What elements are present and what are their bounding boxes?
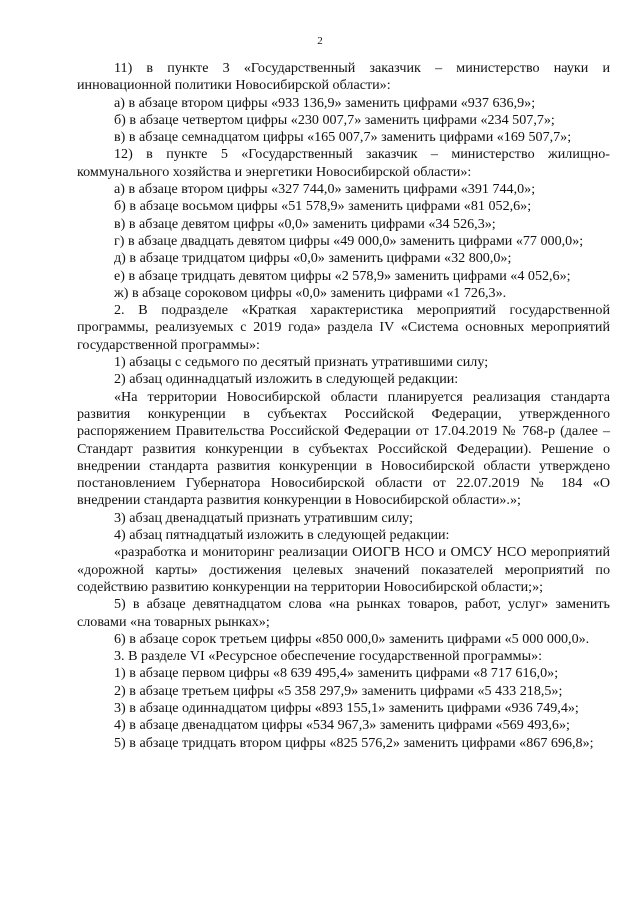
paragraph-quoted-text-1: «На территории Новосибирской области планируется реализация стандарта развития конкуренции в субъектах Российской Федерации, утвержденного распоряжением Правительства Российской Федерации от 17.04.2019 № 768-р (далее – Стандарт развития конкуренции в субъектах Российской Федерации). Решение о внедрении стандарта развития конкуренции в Новосибирской области утверждено постановлением Губернатора Новосибирской области от 22.07.2019 № 184 «О внедрении стандарта развития конкуренции в Новосибирской области».»; bbox=[77, 388, 610, 509]
paragraph-section-3-item-1: 1) в абзаце первом цифры «8 639 495,4» заменить цифрами «8 717 616,0»; bbox=[114, 665, 559, 682]
paragraph-section-2-item-2: 2) абзац одиннадцатый изложить в следующей редакции: bbox=[114, 371, 459, 388]
paragraph-item-12b: б) в абзаце восьмом цифры «51 578,9» заменить цифрами «81 052,6»; bbox=[114, 198, 532, 215]
paragraph-item-12g: г) в абзаце двадцать девятом цифры «49 000,0» заменить цифрами «77 000,0»; bbox=[114, 232, 584, 249]
paragraph-quoted-text-2: «разработка и мониторинг реализации ОИОГВ НСО и ОМСУ НСО мероприятий «дорожной карты» достижения целевых значений показателей мероприятий по содействию развитию конкуренции на территории Новосибирской области;»; bbox=[77, 544, 610, 595]
paragraph-section-2-item-3: 3) абзац двенадцатый признать утратившим силу; bbox=[114, 509, 414, 526]
paragraph-section-2-item-5: 5) в абзаце девятнадцатом слова «на рынках товаров, работ, услуг» заменить словами «на товарных рынках»; bbox=[77, 596, 610, 630]
paragraph-section-3-item-5: 5) в абзаце тридцать втором цифры «825 576,2» заменить цифрами «867 696,8»; bbox=[114, 734, 594, 751]
paragraph-item-11a: а) в абзаце втором цифры «933 136,9» заменить цифрами «937 636,9»; bbox=[114, 94, 536, 111]
paragraph-item-11v: в) в абзаце семнадцатом цифры «165 007,7» заменить цифрами «169 507,7»; bbox=[114, 129, 572, 146]
paragraph-item-12e: е) в абзаце тридцать девятом цифры «2 578,9» заменить цифрами «4 052,6»; bbox=[114, 267, 571, 284]
paragraph-section-2-item-4: 4) абзац пятнадцатый изложить в следующей редакции: bbox=[114, 527, 450, 544]
paragraph-item-12zh: ж) в абзаце сороковом цифры «0,0» заменить цифрами «1 726,3». bbox=[114, 284, 507, 301]
paragraph-item-12d: д) в абзаце тридцатом цифры «0,0» заменить цифрами «32 800,0»; bbox=[114, 250, 512, 267]
paragraph-item-11: 11) в пункте 3 «Государственный заказчик – министерство науки и инновационной политики Новосибирской области»: bbox=[77, 60, 610, 94]
paragraph-item-12: 12) в пункте 5 «Государственный заказчик – министерство жилищно-коммунального хозяйства и энергетики Новосибирской области»: bbox=[77, 146, 610, 180]
paragraph-item-11b: б) в абзаце четвертом цифры «230 007,7» заменить цифрами «234 507,7»; bbox=[114, 111, 555, 128]
document-body bbox=[77, 60, 610, 752]
paragraph-item-12v: в) в абзаце девятом цифры «0,0» заменить цифрами «34 526,3»; bbox=[114, 215, 496, 232]
paragraph-section-3-item-2: 2) в абзаце третьем цифры «5 358 297,9» заменить цифрами «5 433 218,5»; bbox=[114, 682, 563, 699]
paragraph-item-12a: а) в абзаце втором цифры «327 744,0» заменить цифрами «391 744,0»; bbox=[114, 181, 536, 198]
paragraph-section-2-item-1: 1) абзацы с седьмого по десятый признать утратившими силу; bbox=[114, 354, 489, 371]
paragraph-section-3: 3. В разделе VI «Ресурсное обеспечение государственной программы»: bbox=[114, 648, 543, 665]
paragraph-section-3-item-3: 3) в абзаце одиннадцатом цифры «893 155,1» заменить цифрами «936 749,4»; bbox=[114, 699, 579, 716]
page-number: 2 bbox=[317, 35, 323, 47]
paragraph-section-2: 2. В подразделе «Краткая характеристика мероприятий государственной программы, реализуемых с 2019 года» раздела IV «Система основных мероприятий государственной программы»: bbox=[77, 302, 610, 353]
paragraph-section-3-item-4: 4) в абзаце двенадцатом цифры «534 967,3» заменить цифрами «569 493,6»; bbox=[114, 717, 570, 734]
paragraph-section-2-item-6: 6) в абзаце сорок третьем цифры «850 000,0» заменить цифрами «5 000 000,0». bbox=[114, 630, 590, 647]
